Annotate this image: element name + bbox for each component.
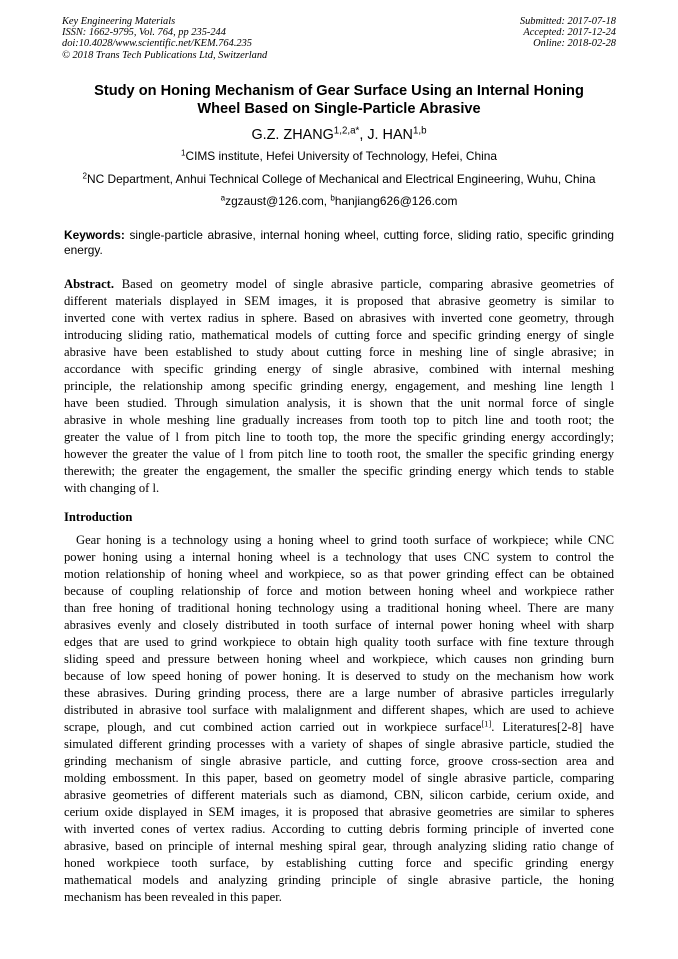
introduction-line: than free honing of traditional honing technology using a traditional honing wheel. There are many [64, 601, 614, 615]
introduction-line: molding embossment. In this paper, based on geometry model of single abrasive particle, comparing [64, 771, 614, 785]
abstract-line: have been studied. Through simulation analysis, it is shown that the unit normal force of single [64, 396, 614, 410]
affiliation-1 [40, 149, 638, 164]
keywords-label: Keywords: [64, 228, 125, 242]
abstract-line [64, 276, 614, 293]
affiliation-1-text: CIMS institute, Hefei University of Technology, Hefei, China [185, 149, 497, 163]
introduction-line: power honing using a internal honing wheel is a technology that uses CNC system to control the [64, 550, 614, 564]
journal-info [62, 16, 267, 61]
reference-marker[interactable]: [1] [481, 719, 492, 729]
journal-issn: ISSN: 1662-9795, Vol. 764, pp 235-244 [62, 27, 226, 39]
author-emails [40, 194, 638, 209]
author-separator: , [359, 127, 368, 143]
introduction-line: cerium oxide displayed in SEM images, it is proposed that abrasive geometries are similar to spheres [64, 805, 614, 819]
abstract-label: Abstract. [64, 277, 115, 291]
date-online: Online: 2018-02-28 [533, 38, 616, 50]
keywords-text: single-particle abrasive, internal honing wheel, cutting force, sliding ratio, specific grinding energy. [64, 228, 614, 257]
introduction-line: these abrasives. During grinding process, there are a large number of abrasive particles irregularly [64, 686, 614, 700]
abstract-line: introducing sliding ratio, mathematical models of cutting force and specific grinding energy of single [64, 328, 614, 342]
abstract-text: Based on geometry model of single abrasive particle, comparing abrasive geometries of [114, 277, 614, 291]
introduction-line: motion relationship of honing wheel and workpiece, so as that power grinding effect can be obtained [64, 567, 614, 581]
author-2-affil: 1,b [412, 125, 427, 137]
introduction-line: because of low speed honing of power honing. It is deserved to study on the mechanism how work [64, 669, 614, 683]
introduction-line: with inverted cones of vertex radius. According to cutting debris forming principle of inverted cone [64, 822, 614, 836]
introduction-line: grinding mechanism of single abrasive particle, and cutting force, groove cross-section area and [64, 754, 614, 768]
affiliation-2-marker: 2 [82, 171, 87, 181]
submission-dates [520, 16, 616, 50]
introduction-line: abrasive geometries of different materials such as diamond, CBN, silicon carbide, cerium oxide, and [64, 788, 614, 802]
email-a[interactable]: zgzaust@126.com, [225, 194, 331, 208]
abstract-line: accordance with specific grinding energy of single abrasive, combined with internal meshing [64, 362, 614, 376]
title-line-2: Wheel Based on Single-Particle Abrasive [197, 101, 481, 117]
introduction-line: distributed in abrasive tool surface with malalignment and different shapes, which are used to achieve [64, 703, 614, 717]
journal-copyright: © 2018 Trans Tech Publications Ltd, Switzerland [62, 49, 268, 61]
section-heading-introduction: Introduction [64, 510, 133, 524]
journal-doi[interactable]: doi:10.4028/www.scientific.net/KEM.764.235 [62, 38, 252, 50]
introduction-line: Gear honing is a technology using a honing wheel to grind tooth surface of workpiece; while CNC [76, 533, 614, 547]
email-b[interactable]: hanjiang626@126.com [334, 194, 458, 208]
abstract-line: abrasive have been established to study about cutting force in meshing line of single abrasive; in [64, 345, 614, 359]
email-a-marker: a [220, 193, 226, 203]
affiliation-2 [40, 172, 638, 187]
introduction-line: because of coupling relationship of force and motion between honing wheel and workpiece rather [64, 584, 614, 598]
title-line-1: Study on Honing Mechanism of Gear Surface Using an Internal Honing [94, 83, 584, 99]
affiliation-1-marker: 1 [181, 148, 186, 158]
introduction-line: scrape, plough, and cut combined action carried out in workpiece surface[1]. Literatures[2-8] have [64, 719, 614, 734]
introduction-line: mathematical models and analyzing grinding principle of single abrasive particle, the honing [64, 873, 614, 887]
introduction-line: abrasives evenly and closely distributed in tooth surface of internal power honing wheel with sharp [64, 618, 614, 632]
email-b-marker: b [330, 193, 335, 203]
abstract-line: therewith; the greater the engagement, the smaller the specific grinding energy which tends to stable [64, 464, 614, 478]
introduction-line: mechanism has been revealed in this paper. [64, 890, 282, 904]
date-accepted: Accepted: 2017-12-24 [523, 27, 616, 39]
introduction-line: abrasive, based on principle of internal meshing spiral gear, through analyzing sliding ratio change of [64, 839, 614, 853]
author-1-affil: 1,2,a* [333, 125, 360, 137]
author-2: J. HAN [367, 127, 413, 143]
affiliation-2-text: NC Department, Anhui Technical College of Mechanical and Electrical Engineering, Wuhu, China [87, 172, 596, 186]
date-submitted: Submitted: 2017-07-18 [519, 16, 616, 27]
introduction-line: sliding speed and pressure between honing wheel and workpiece, which causes non grinding burn [64, 652, 614, 666]
abstract-line: with changing of l. [64, 481, 160, 495]
journal-name: Key Engineering Materials [62, 16, 176, 27]
paper-title [60, 82, 618, 118]
introduction-line: simulated different grinding processes with a variety of shapes of single abrasive particle, studied the [64, 737, 614, 751]
introduction-line: edges that are used to grind workpiece to obtain high quality tooth surface with fine texture through [64, 635, 614, 649]
abstract-line: abrasive in whole meshing line gradually increases from tooth top to pitch line and tooth root; the [64, 413, 614, 427]
keywords-block [64, 228, 614, 258]
abstract-line: however the greater the value of l from pitch line to tooth root, the smaller the specific grinding energy [64, 447, 614, 461]
author-1: G.Z. ZHANG [251, 127, 334, 143]
abstract-line: different materials displayed in SEM images, it is proposed that abrasive geometry is similar to [64, 294, 614, 308]
abstract-line: greater the value of l from pitch line to tooth top, the more the specific grinding energy accordingly; [64, 430, 614, 444]
abstract-line: principle, the relationship among specific grinding energy, engagement, and meshing line length l [64, 379, 614, 393]
author-list [60, 126, 618, 144]
introduction-line: honed workpiece tooth surface, by establishing cutting force and specific grinding energy [64, 856, 614, 870]
journal-header [62, 16, 616, 66]
abstract-line: inverted cone with vertex radius in sphere. Based on abrasives with inverted cone geometry, through [64, 311, 614, 325]
